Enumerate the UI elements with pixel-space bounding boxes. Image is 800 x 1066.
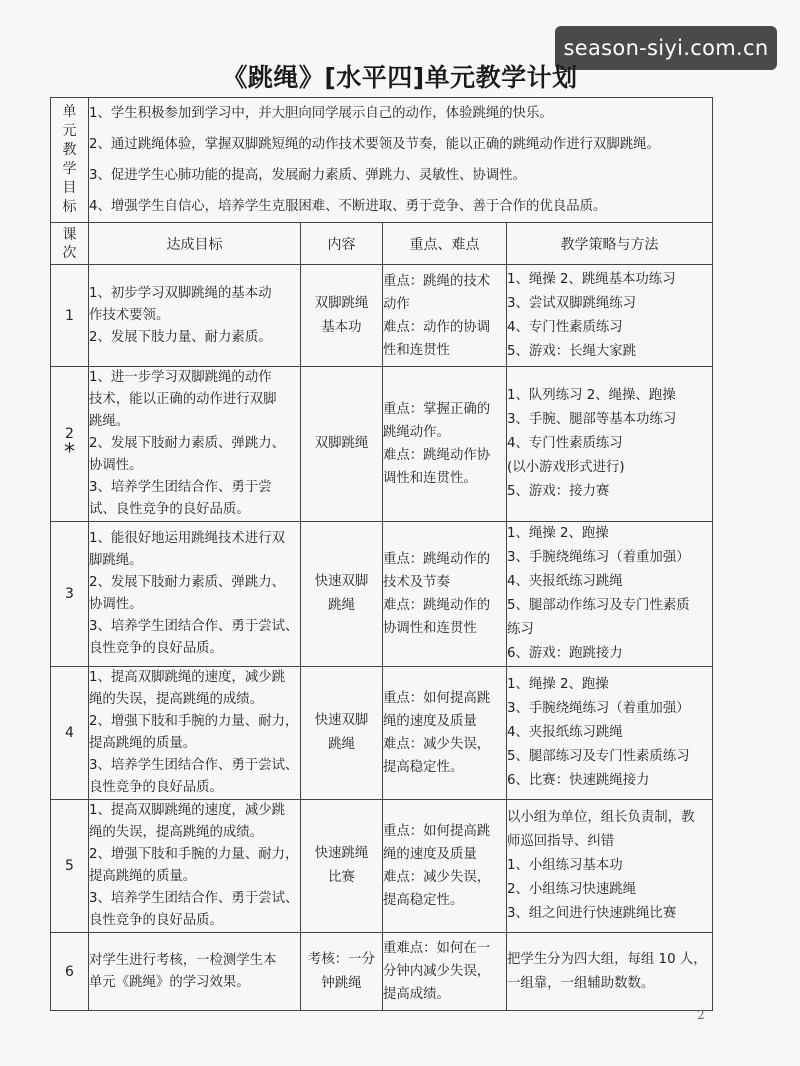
lesson-keys-line: 重点：跳绳动作的 <box>383 552 491 567</box>
lesson-goals-line: 1、提高双脚跳绳的速度，减少跳 <box>89 670 285 685</box>
lesson-keys-line: 重点：如何提高跳 <box>383 691 491 706</box>
lesson-keys-line: 提高成绩。 <box>383 987 450 1002</box>
lesson-keys-line: 调性和连贯性。 <box>383 471 477 486</box>
lesson-number-text: 6 <box>65 963 74 980</box>
lesson-methods <box>507 667 713 800</box>
lesson-methods-line: 4、专门性素质练习 <box>507 436 623 451</box>
lesson-methods <box>507 367 713 522</box>
lesson-keys <box>383 367 507 522</box>
lesson-content-line: 快速跳绳 <box>314 846 369 861</box>
page-number: 2 <box>697 1008 705 1022</box>
lesson-methods-line: 师巡回指导、纠错 <box>507 834 615 849</box>
lesson-keys-line: 难点：跳绳动作的 <box>383 598 491 613</box>
lesson-content-line: 跳绳 <box>328 737 355 752</box>
lesson-goals-line: 单元《跳绳》的学习效果。 <box>89 974 250 990</box>
lesson-goals-line: 绳的失误，提高跳绳的成绩。 <box>89 692 264 707</box>
lesson-content <box>301 265 383 367</box>
lesson-keys <box>383 933 507 1011</box>
lesson-keys-line: 重点：如何提高跳 <box>383 824 491 839</box>
lesson-methods-line: 3、手腕绕绳练习（着重加强） <box>507 550 690 565</box>
objectives-label-char: 学 <box>62 161 77 177</box>
lesson-number <box>51 800 89 933</box>
lesson-row <box>51 367 713 522</box>
lesson-keys <box>383 800 507 933</box>
lesson-row <box>51 667 713 800</box>
lesson-mark: * <box>64 440 75 465</box>
lesson-number-text: 5 <box>65 858 74 874</box>
lesson-keys-line: 提高稳定性。 <box>383 760 464 775</box>
lesson-methods-line: 以小组为单位，组长负责制，教 <box>507 810 695 825</box>
lesson-keys <box>383 522 507 667</box>
lesson-goals-line: 2、发展下肢耐力素质、弹跳力、 <box>89 436 285 451</box>
lesson-content-line: 跳绳 <box>328 598 355 613</box>
lesson-keys-line: 难点：减少失误， <box>383 870 491 885</box>
lesson-methods-line: 1、小组练习基本功 <box>507 858 623 873</box>
lesson-methods-line: 4、专门性素质练习 <box>507 319 623 335</box>
objective-item: 3、促进学生心肺功能的提高，发展耐力素质、弹跳力、灵敏性、协调性。 <box>89 168 527 183</box>
objective-item: 4、增强学生自信心，培养学生克服困难、不断进取、勇于竞争、善于合作的优良品质。 <box>89 199 607 214</box>
lesson-goals-line: 2、发展下肢耐力素质、弹跳力、 <box>89 575 285 590</box>
lesson-goals-line: 3、培养学生团结合作、勇于尝试、 <box>89 758 299 773</box>
lesson-goals-line: 1、能很好地运用跳绳技术进行双 <box>89 531 285 546</box>
unit-plan-table <box>50 97 713 1011</box>
lesson-content-line: 双脚跳绳 <box>314 295 369 311</box>
lesson-keys-line: 跳绳动作。 <box>383 425 450 440</box>
lesson-keys <box>383 265 507 367</box>
lesson-number <box>51 367 89 522</box>
lesson-number <box>51 522 89 667</box>
lesson-goals <box>89 933 301 1011</box>
lesson-goals-line: 1、进一步学习双脚跳绳的动作 <box>89 370 272 385</box>
lesson-methods-line: 3、尝试双脚跳绳练习 <box>507 295 637 311</box>
lesson-content <box>301 667 383 800</box>
lesson-goals-line: 协调性。 <box>89 458 143 473</box>
lesson-keys-line: 重难点：如何在一 <box>383 941 491 956</box>
header-lesson <box>51 223 89 265</box>
lesson-goals-line: 提高跳绳的质量。 <box>89 736 197 751</box>
objectives-label <box>51 98 89 223</box>
lesson-row <box>51 800 713 933</box>
lesson-number <box>51 933 89 1011</box>
lesson-methods <box>507 933 713 1011</box>
lesson-goals <box>89 667 301 800</box>
lesson-methods-line: 5、游戏：长绳大家跳 <box>507 343 637 359</box>
lesson-methods-line: 1、队列练习 2、绳操、跑操 <box>507 388 676 403</box>
lesson-content-line: 基本功 <box>321 319 362 335</box>
lesson-number <box>51 265 89 367</box>
lesson-keys-line: 绳的速度及质量 <box>383 847 477 862</box>
lesson-goals-line: 跳绳。 <box>89 414 130 429</box>
lesson-keys-line: 重点：跳绳的技术 <box>383 273 491 289</box>
lesson-content-line: 比赛 <box>328 870 355 885</box>
lesson-goals-line: 绳的失误，提高跳绳的成绩。 <box>89 825 264 840</box>
page-title: 《跳绳》[水平四]单元教学计划 <box>222 63 578 92</box>
lesson-methods-line: 4、夹报纸练习跳绳 <box>507 574 623 589</box>
lesson-number-text: 1 <box>65 307 74 324</box>
lesson-row <box>51 522 713 667</box>
lesson-methods-line: 2、小组练习快速跳绳 <box>507 882 637 897</box>
lesson-goals-line: 试、良性竞争的良好品质。 <box>89 502 250 517</box>
objectives-label-char: 教 <box>62 142 77 158</box>
lesson-keys-line: 重点：掌握正确的 <box>383 402 491 417</box>
lesson-keys <box>383 667 507 800</box>
lesson-content-line: 钟跳绳 <box>321 975 362 991</box>
lesson-goals-line: 2、增强下肢和手腕的力量、耐力， <box>89 714 299 729</box>
lesson-goals-line: 对学生进行考核，一检测学生本 <box>89 952 277 968</box>
lesson-methods-line: (以小游戏形式进行) <box>507 460 625 475</box>
lesson-methods <box>507 800 713 933</box>
lesson-methods-line: 一组靠，一组辅助数数。 <box>507 975 655 991</box>
lesson-goals-line: 3、培养学生团结合作、勇于尝试、 <box>89 891 299 906</box>
lesson-goals-line: 良性竞争的良好品质。 <box>89 780 223 795</box>
lesson-goals-line: 作技术要领。 <box>89 307 170 323</box>
lesson-methods-line: 6、比赛：快速跳绳接力 <box>507 773 650 788</box>
lesson-goals-line: 脚跳绳。 <box>89 553 143 568</box>
lesson-methods-line: 3、手腕绕绳练习（着重加强） <box>507 701 690 716</box>
lesson-keys-line: 难点：动作的协调 <box>383 319 491 335</box>
lesson-goals-line: 1、提高双脚跳绳的速度，减少跳 <box>89 803 285 818</box>
lesson-goals-line: 良性竞争的良好品质。 <box>89 641 223 656</box>
watermark-badge: season-siyi.com.cn <box>555 26 777 70</box>
lesson-goals-line: 2、增强下肢和手腕的力量、耐力， <box>89 847 299 862</box>
lesson-goals-line: 良性竞争的良好品质。 <box>89 913 223 928</box>
lesson-methods-line: 1、绳操 2、跑操 <box>507 526 609 541</box>
header-keys: 重点、难点 <box>383 223 507 265</box>
lesson-goals <box>89 800 301 933</box>
objectives-label-char: 元 <box>62 123 77 139</box>
lesson-row <box>51 265 713 367</box>
lesson-keys-line: 分钟内减少失误， <box>383 964 491 979</box>
objective-item: 2、通过跳绳体验，掌握双脚跳短绳的动作技术要领及节奏，能以正确的跳绳动作进行双脚跳绳。 <box>89 137 660 152</box>
lesson-methods <box>507 522 713 667</box>
lesson-number-text: 2 <box>65 426 74 442</box>
lesson-keys-line: 难点：减少失误， <box>383 737 491 752</box>
lesson-methods-line: 5、腿部动作练习及专门性素质 <box>507 598 690 613</box>
lesson-methods <box>507 265 713 367</box>
lesson-methods-line: 4、夹报纸练习跳绳 <box>507 725 623 740</box>
header-row <box>51 223 713 265</box>
header-lesson-char: 次 <box>62 244 77 261</box>
lesson-content <box>301 933 383 1011</box>
lesson-goals-line: 2、发展下肢力量、耐力素质。 <box>89 329 272 345</box>
lesson-methods-line: 3、手腕、腿部等基本功练习 <box>507 412 677 427</box>
lesson-number-text: 3 <box>65 586 74 602</box>
lesson-methods-line: 1、绳操 2、跳绳基本功练习 <box>507 271 676 287</box>
lesson-methods-line: 练习 <box>507 622 534 637</box>
lesson-keys-line: 动作 <box>383 296 410 312</box>
lesson-number <box>51 667 89 800</box>
objective-item: 1、学生积极参加到学习中，并大胆向同学展示自己的动作，体验跳绳的快乐。 <box>89 106 553 121</box>
lesson-content-line: 双脚跳绳 <box>314 436 369 451</box>
lesson-goals-line: 提高跳绳的质量。 <box>89 869 197 884</box>
header-content: 内容 <box>301 223 383 265</box>
lesson-keys-line: 提高稳定性。 <box>383 893 464 908</box>
lesson-keys-line: 协调性和连贯性 <box>383 621 477 636</box>
lesson-methods-line: 5、游戏：接力赛 <box>507 484 610 499</box>
lesson-content <box>301 522 383 667</box>
objectives-label-char: 目 <box>62 180 77 196</box>
objectives-row <box>51 98 713 223</box>
lesson-row <box>51 933 713 1011</box>
header-lesson-char: 课 <box>62 226 77 243</box>
lesson-rows <box>51 265 713 1011</box>
lesson-keys-line: 绳的速度及质量 <box>383 714 477 729</box>
lesson-goals-line: 技术，能以正确的动作进行双脚 <box>89 392 277 407</box>
lesson-methods-line: 把学生分为四大组，每组 10 人， <box>507 951 707 967</box>
lesson-goals-line: 3、培养学生团结合作、勇于尝试、 <box>89 619 299 634</box>
lesson-goals-line: 协调性。 <box>89 597 143 612</box>
lesson-goals <box>89 522 301 667</box>
lesson-content-line: 考核：一分 <box>308 951 375 967</box>
lesson-content <box>301 367 383 522</box>
lesson-content <box>301 800 383 933</box>
lesson-methods-line: 3、组之间进行快速跳绳比赛 <box>507 906 677 921</box>
lesson-goals <box>89 367 301 522</box>
lesson-content-line: 快速双脚 <box>314 574 369 589</box>
objectives-label-char: 单 <box>62 104 77 120</box>
lesson-number-text: 4 <box>65 725 74 741</box>
header-goals: 达成目标 <box>89 223 301 265</box>
lesson-methods-line: 5、腿部练习及专门性素质练习 <box>507 749 690 764</box>
lesson-content-line: 快速双脚 <box>314 713 369 728</box>
lesson-keys-line: 技术及节奏 <box>383 575 450 590</box>
objectives-list <box>89 98 713 223</box>
lesson-goals-line: 1、初步学习双脚跳绳的基本动 <box>89 285 272 301</box>
header-methods: 教学策略与方法 <box>507 223 713 265</box>
lesson-methods-line: 1、绳操 2、跑操 <box>507 677 609 692</box>
lesson-methods-line: 6、游戏：跑跳接力 <box>507 646 623 661</box>
lesson-goals <box>89 265 301 367</box>
lesson-keys-line: 性和连贯性 <box>383 342 450 358</box>
lesson-keys-line: 难点：跳绳动作协 <box>383 448 491 463</box>
lesson-goals-line: 3、培养学生团结合作、勇于尝 <box>89 480 272 495</box>
objectives-label-char: 标 <box>62 199 77 215</box>
